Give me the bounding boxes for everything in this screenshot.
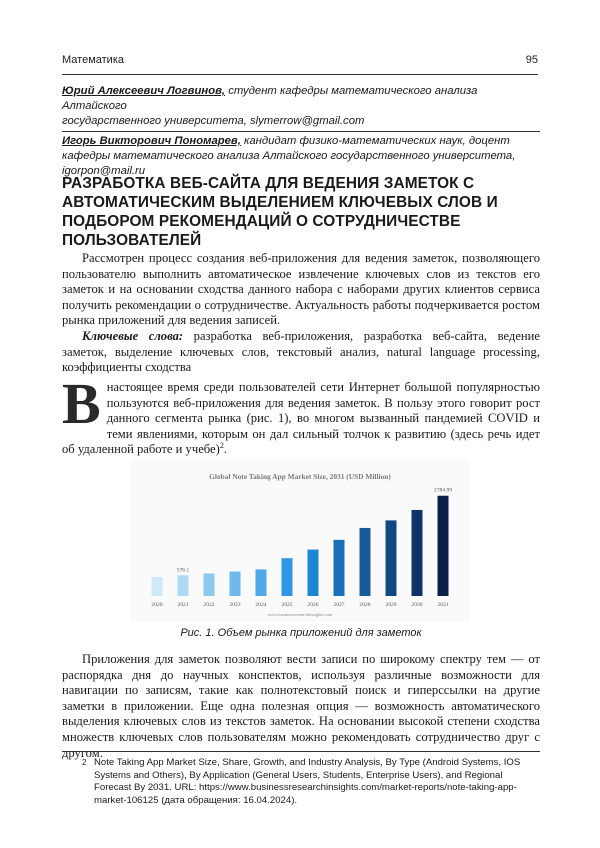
- figure-caption: Рис. 1. Объем рынка приложений для заметок: [180, 627, 422, 639]
- market-size-chart: [130, 460, 470, 622]
- keywords: [62, 329, 540, 376]
- author-2-affiliation: кандидат физико-математических наук, доцент: [244, 135, 510, 147]
- authors-block: [62, 84, 540, 183]
- x-tick-2030: 2030: [411, 602, 423, 608]
- footnote-number: 2: [82, 758, 87, 767]
- data-label-2031: 2784.99: [433, 487, 453, 494]
- keywords-text: разработка веб-приложения, разработка веб-сайта, ведение заметок, выделение ключевых слов, текстовый анализ, natural language processing, коэффициенты сходства: [62, 328, 540, 375]
- author-1-name: Юрий Алексеевич Логвинов,: [62, 85, 226, 97]
- keywords-label: Ключевые слова:: [82, 328, 184, 343]
- author-2-name: Игорь Викторович Пономарев,: [62, 135, 241, 147]
- abstract: [62, 251, 540, 376]
- bar-2022: [204, 573, 215, 596]
- x-tick-2023: 2023: [229, 602, 241, 608]
- bar-2029: [386, 520, 397, 596]
- abstract-text: Рассмотрен процесс создания веб-приложения для ведения заметок, позволяющего пользователю выполнить автоматическое извлечение ключевых слов из текстов его заметок и на основании сходства данного набора с наборами других клиентов сервиса получить рекомендации о сотрудничестве. Актуальность работы подчеркивается ростом рынка приложений для ведения записей.: [62, 251, 540, 328]
- author-1: [62, 84, 540, 132]
- running-head: [62, 54, 538, 70]
- author-1-affiliation: студент кафедры математического анализа Алтайского: [62, 85, 478, 112]
- bar-2031: [438, 496, 449, 596]
- header-rule: [62, 74, 538, 75]
- bar-2020: [152, 577, 163, 596]
- chart-source: www.businessresearchinsights.com: [267, 612, 333, 617]
- x-tick-2028: 2028: [359, 602, 371, 608]
- bar-2021: [178, 575, 189, 596]
- x-tick-2025: 2025: [281, 602, 293, 608]
- footnote: [62, 757, 540, 807]
- bar-2025: [282, 558, 293, 596]
- x-tick-2020: 2020: [151, 602, 163, 608]
- bar-2027: [334, 540, 345, 596]
- body-paragraph-text: Приложения для заметок позволяют вести записи по широкому спектру тем — от распорядка дня до научных конспектов, используя различные возможности для навигации по записям, такие как полнотекстовый поиск и гиперссылки на другие заметки в приложении. Еще одна полезная опция — возможность автоматического выделения ключевых слов из текстов заметок. На основании высокой степени сходства множеств ключевых слов пользователям можно рекомендовать сотрудничество друг с другом.: [62, 652, 540, 760]
- x-tick-2022: 2022: [203, 602, 215, 608]
- body-paragraph: [62, 652, 540, 761]
- x-tick-2026: 2026: [307, 602, 319, 608]
- chart-title: Global Note Taking App Market Size, 2031 (USD Million): [209, 472, 391, 481]
- bar-2024: [256, 569, 267, 596]
- author-1-affiliation-cont: государственного университета, slymerrow@gmail.com: [62, 115, 365, 127]
- article-title: РАЗРАБОТКА ВЕБ-САЙТА ДЛЯ ВЕДЕНИЯ ЗАМЕТОК С АВТОМАТИЧЕСКИМ ВЫДЕЛЕНИЕМ КЛЮЧЕВЫХ СЛОВ И ПОДБОРОМ РЕКОМЕНДАЦИЙ О СОТРУДНИЧЕСТВЕ ПОЛЬЗОВАТЕЛЕЙ: [62, 175, 498, 249]
- x-tick-2024: 2024: [255, 602, 267, 608]
- bar-2028: [360, 528, 371, 596]
- data-label-2021: 576.1: [176, 567, 190, 574]
- section-name: Математика: [62, 54, 124, 66]
- drop-cap: В: [62, 371, 101, 436]
- intro-end: .: [223, 442, 227, 457]
- author-2-affiliation-cont: кафедры математического анализа Алтайского государственного университета, igorpon@mail.ru: [62, 150, 516, 177]
- footnote-rule: [62, 751, 540, 752]
- bar-2026: [308, 550, 319, 596]
- footnote-text: Note Taking App Market Size, Share, Growth, and Industry Analysis, By Type (Android Systems, IOS Systems and Others), By Application (General Users, Students, Enterprise Users), and Regional Forecast By 2031. URL: https://www.businessresearchinsights.com/market-reports/note-taking-app-market-106125 (дата обращения: 16.04.2024).: [94, 757, 521, 806]
- x-tick-2027: 2027: [333, 602, 345, 608]
- intro-text: настоящее время среди пользователей сети Интернет большой популярностью пользуются веб-приложения для ведения заметок. В пользу этого говорит рост данного сегмента рынка (рис. 1), во многом вызванный пандемией COVID и теми явлениями, которым он дал сильный толчок к развитию (здесь речь идет об удаленной работе и учебе): [62, 380, 540, 457]
- bar-2023: [230, 572, 241, 596]
- x-tick-2031: 2031: [437, 602, 449, 608]
- x-tick-2021: 2021: [177, 602, 189, 608]
- intro-paragraph: [62, 371, 540, 458]
- bar-2030: [412, 510, 423, 596]
- x-tick-2029: 2029: [385, 602, 397, 608]
- chart-svg: [130, 460, 470, 622]
- footnote-ref: 2: [219, 441, 224, 451]
- page-number: 95: [525, 54, 538, 66]
